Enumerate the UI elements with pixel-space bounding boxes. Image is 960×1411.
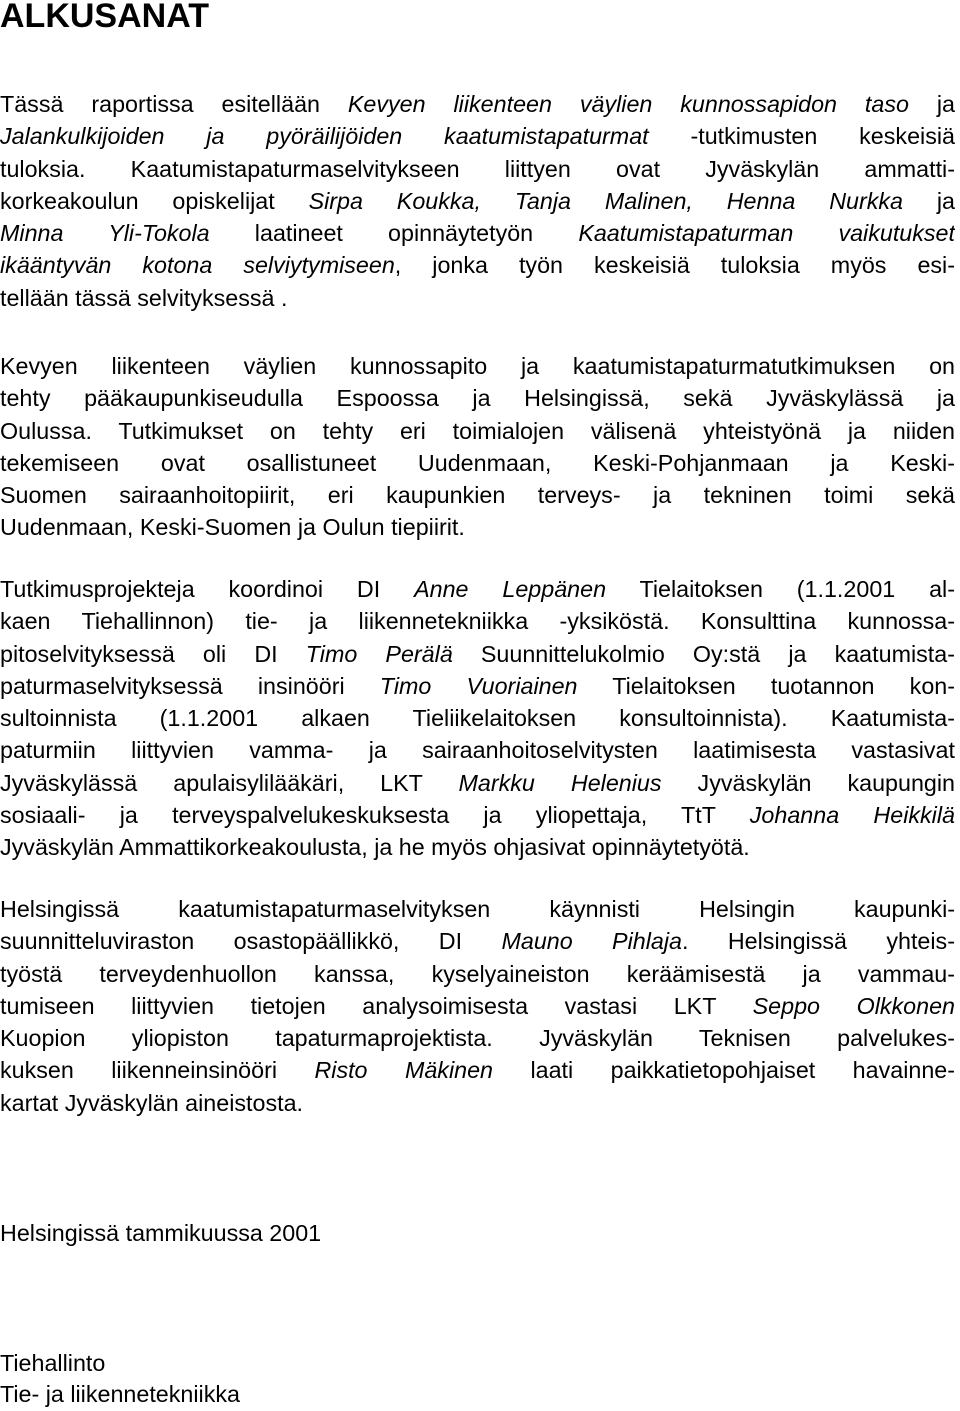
italic-text: Kaatumistapaturman vaikutukset	[578, 220, 955, 247]
page-heading: ALKUSANAT	[0, 0, 210, 35]
paragraph-study-areas	[0, 350, 955, 544]
text-segment: kuksen liikenneinsinööri	[0, 1057, 315, 1084]
text-segment: laati paikkatietopohjaiset havainne-	[493, 1057, 955, 1084]
text-segment: Kuopion yliopiston tapaturmaprojektista. Jyväskylän Teknisen palvelukes-	[0, 1025, 955, 1052]
text-line	[0, 153, 955, 185]
italic-text: ikääntyvän kotona selviytymiseen	[0, 252, 395, 279]
paragraph-intro	[0, 88, 955, 314]
text-line	[0, 120, 955, 152]
text-segment: Jyväskylässä apulaisylilääkäri, LKT	[0, 769, 459, 796]
text-segment: Helsingissä kaatumistapaturmaselvityksen käynnisti Helsingin kaupunki-	[0, 896, 955, 922]
italic-text: Johanna Heikkilä	[749, 802, 955, 829]
text-line	[0, 249, 955, 281]
text-segment: Tässä raportissa esitellään	[0, 91, 348, 117]
text-segment: , jonka työn keskeisiä tuloksia myös esi-	[394, 252, 955, 279]
text-line	[0, 282, 955, 314]
italic-text: Markku Helenius	[458, 769, 662, 796]
text-segment: työstä terveydenhuollon kanssa, kyselyaineiston keräämisestä ja vammau-	[0, 960, 955, 987]
text-segment: Suunnittelukolmio Oy:stä ja kaatumista-	[452, 640, 955, 667]
text-line	[0, 605, 955, 637]
text-segment: Jyväskylän kaupungin	[661, 769, 955, 796]
text-segment: sultoinnista (1.1.2001 alkaen Tieliikelaitoksen konsultoinnista). Kaatumista-	[0, 705, 955, 732]
text-line	[0, 573, 955, 605]
text-line	[0, 350, 955, 382]
text-line	[0, 893, 955, 925]
text-line	[0, 958, 955, 990]
paragraph-project-team	[0, 573, 955, 864]
italic-text: Risto Mäkinen	[314, 1057, 494, 1084]
text-segment: tellään tässä selvityksessä .	[0, 284, 288, 311]
italic-text: Timo Vuoriainen	[379, 672, 578, 699]
text-segment: Uudenmaan, Keski-Suomen ja Oulun tiepiirit.	[0, 514, 465, 541]
text-segment: Tielaitoksen (1.1.2001 al-	[606, 576, 955, 602]
italic-text: Anne Leppänen	[414, 576, 607, 602]
text-segment: . Helsingissä yhteis-	[682, 928, 955, 955]
text-line	[0, 511, 955, 543]
text-line	[0, 670, 955, 702]
text-line	[0, 831, 955, 863]
text-segment: tumiseen liittyvien tietojen analysoimisesta vastasi LKT	[0, 992, 753, 1019]
italic-text: Jalankulkijoiden ja pyöräilijöiden kaatumistapaturmat	[0, 123, 649, 150]
text-line	[0, 217, 955, 249]
text-segment: Oulussa. Tutkimukset on tehty eri toimialojen välisenä yhteistyönä ja niiden	[0, 417, 955, 444]
text-segment: Kevyen liikenteen väylien kunnossapito ja kaatumistapaturmatutkimuksen on	[0, 353, 955, 379]
text-line	[0, 1054, 955, 1086]
text-line	[0, 638, 955, 670]
text-line	[0, 925, 955, 957]
text-segment: Tutkimusprojekteja koordinoi DI	[0, 576, 415, 602]
text-segment: tekemiseen ovat osallistuneet Uudenmaan, Keski-Pohjanmaan ja Keski-	[0, 449, 955, 476]
text-segment: korkeakoulun opiskelijat	[0, 187, 309, 214]
italic-text: Sirpa Koukka, Tanja Malinen, Henna Nurkka	[308, 187, 904, 214]
text-line	[0, 479, 955, 511]
italic-text: Kevyen liikenteen väylien kunnossapidon taso	[347, 91, 909, 117]
text-segment: Tielaitoksen tuotannon kon-	[577, 672, 955, 699]
italic-text: Minna Yli-Tokola	[0, 220, 210, 247]
text-line	[0, 767, 955, 799]
text-segment: pitoselvityksessä oli DI	[0, 640, 306, 667]
text-line	[0, 1022, 955, 1054]
text-segment: kaen Tiehallinnon) tie- ja liikennetekniikka -yksiköstä. Konsulttina kunnossa-	[0, 608, 955, 635]
text-segment: laatineet opinnäytetyön	[209, 220, 579, 247]
text-line	[0, 88, 955, 120]
text-line	[0, 1087, 955, 1119]
text-segment: paturmiin liittyvien vamma- ja sairaanhoitoselvitysten laatimisesta vastasivat	[0, 737, 955, 764]
text-segment: Jyväskylän Ammattikorkeakoulusta, ja he myös ohjasivat opinnäytetyötä.	[0, 834, 750, 861]
text-line	[0, 185, 955, 217]
text-segment: ja	[903, 187, 955, 214]
text-segment: kartat Jyväskylän aineistosta.	[0, 1089, 303, 1116]
text-line	[0, 734, 955, 766]
place-date: Helsingissä tammikuussa 2001	[0, 1220, 322, 1246]
text-segment: tehty pääkaupunkiseudulla Espoossa ja Helsingissä, sekä Jyväskylässä ja	[0, 385, 955, 412]
text-segment: -tutkimusten keskeisiä	[648, 123, 955, 150]
text-segment: tuloksia. Kaatumistapaturmaselvitykseen liittyen ovat Jyväskylän ammatti-	[0, 155, 955, 182]
text-line	[0, 415, 955, 447]
text-line	[0, 382, 955, 414]
text-line	[0, 702, 955, 734]
italic-text: Timo Perälä	[305, 640, 453, 667]
paragraph-helsinki	[0, 893, 955, 1119]
text-segment: suunnitteluviraston osastopäällikkö, DI	[0, 928, 502, 955]
text-segment: paturmaselvityksessä insinööri	[0, 672, 380, 699]
signature-organization: Tiehallinto	[0, 1350, 106, 1376]
text-line	[0, 799, 955, 831]
text-segment: Suomen sairaanhoitopiirit, eri kaupunkien terveys- ja tekninen toimi sekä	[0, 482, 955, 509]
italic-text: Mauno Pihlaja	[501, 928, 682, 955]
signature-unit: Tie- ja liikennetekniikka	[0, 1381, 240, 1407]
text-line	[0, 990, 955, 1022]
text-line	[0, 447, 955, 479]
text-segment: ja	[908, 91, 955, 117]
text-segment: sosiaali- ja terveyspalvelukeskuksesta ja yliopettaja, TtT	[0, 802, 750, 829]
italic-text: Seppo Olkkonen	[752, 992, 955, 1019]
